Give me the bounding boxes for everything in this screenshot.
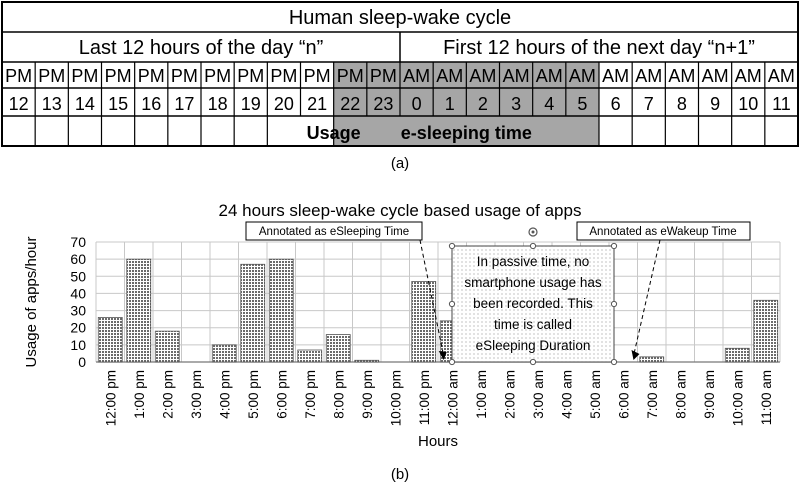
x-tick-label: 7:00 am — [644, 370, 660, 419]
hour-cell: 10 — [738, 94, 759, 114]
passive-note-line: smartphone usage has — [464, 275, 602, 290]
bar — [640, 357, 664, 362]
x-tick-label: 3:00 pm — [188, 370, 204, 419]
x-tick-label: 4:00 am — [559, 370, 575, 419]
chart-title: 24 hours sleep-wake cycle based usage of apps — [218, 201, 582, 220]
period-cell: AM — [767, 66, 795, 86]
y-tick-label: 60 — [70, 251, 86, 268]
selection-handle — [530, 243, 535, 248]
x-tick-label: 5:00 am — [587, 370, 603, 419]
y-tick-label: 0 — [78, 354, 86, 370]
hour-cell: 23 — [373, 94, 394, 114]
bar — [212, 345, 236, 362]
hour-cell: 11 — [772, 94, 791, 114]
selection-handle — [449, 359, 454, 364]
period-cell: PM — [369, 66, 397, 86]
hour-cell: 18 — [207, 94, 228, 114]
x-tick-label: 1:00 am — [473, 370, 489, 419]
usage-bar-chart — [0, 180, 800, 486]
x-tick-label: 8:00 pm — [331, 370, 347, 419]
sleep-wake-cycle-table — [0, 0, 800, 150]
period-cell: AM — [469, 66, 497, 86]
x-tick-label: 9:00 pm — [359, 370, 375, 419]
y-axis-label: Usage of apps/hour — [23, 236, 40, 368]
period-cell: AM — [701, 66, 729, 86]
period-cell: PM — [204, 66, 232, 86]
x-tick-label: 11:00 pm — [416, 370, 432, 426]
period-cell: PM — [104, 66, 132, 86]
x-tick-label: 9:00 am — [701, 370, 717, 419]
x-tick-label: 8:00 am — [673, 370, 689, 419]
hour-cell: 13 — [41, 94, 62, 114]
hour-cell: 2 — [477, 94, 488, 114]
hour-cell: 22 — [340, 94, 361, 114]
hour-cell: 16 — [141, 94, 162, 114]
x-tick-label: 2:00 am — [502, 370, 518, 419]
period-cell: AM — [436, 66, 464, 86]
y-tick-label: 30 — [70, 302, 86, 319]
x-tick-label: 7:00 pm — [302, 370, 318, 419]
period-cell: PM — [71, 66, 99, 86]
period-cell: AM — [668, 66, 696, 86]
period-cell: AM — [403, 66, 431, 86]
hour-cell: 14 — [74, 94, 95, 114]
selection-handle — [449, 243, 454, 248]
hour-cell: 0 — [411, 94, 422, 114]
x-tick-label: 4:00 pm — [217, 370, 233, 419]
ewakeup-annotation-label: Annotated as eWakeup Time — [589, 226, 737, 238]
period-cell: PM — [303, 66, 331, 86]
passive-note-line: time is called — [493, 317, 573, 332]
period-cell: PM — [170, 66, 198, 86]
selection-handle — [611, 359, 616, 364]
bar — [725, 348, 749, 362]
x-tick-label: 6:00 pm — [274, 370, 290, 419]
ewakeup-arrow-head — [632, 350, 640, 360]
x-axis-label: Hours — [417, 433, 459, 450]
period-cell: PM — [137, 66, 165, 86]
rotate-handle-dot — [532, 231, 535, 234]
x-tick-label: 3:00 am — [530, 370, 546, 419]
hour-cell: 1 — [444, 94, 455, 114]
period-cell: AM — [535, 66, 563, 86]
period-cell: AM — [568, 66, 596, 86]
hour-cell: 12 — [8, 94, 29, 114]
bar — [754, 300, 778, 362]
selection-handle — [611, 301, 616, 306]
bar — [412, 281, 436, 362]
y-tick-label: 40 — [70, 285, 86, 302]
selection-handle — [611, 243, 616, 248]
hour-cell: 5 — [577, 94, 588, 114]
sleep-label: e-sleeping time — [400, 123, 532, 143]
period-cell: AM — [635, 66, 663, 86]
bar — [127, 259, 151, 362]
passive-note-line: In passive time, no — [476, 254, 590, 269]
period-cell: PM — [237, 66, 265, 86]
x-tick-label: 10:00 am — [730, 370, 746, 427]
hour-cell: 15 — [108, 94, 129, 114]
x-tick-label: 10:00 pm — [388, 370, 404, 427]
hour-cell: 17 — [174, 94, 195, 114]
figure-b-caption: (b) — [390, 466, 410, 483]
x-tick-label: 12:00 pm — [103, 370, 119, 427]
x-tick-label: 11:00 am — [758, 370, 774, 426]
last-12-hours-header: Last 12 hours of the day “n” — [78, 37, 324, 59]
y-tick-label: 20 — [70, 319, 86, 336]
hour-cell: 3 — [511, 94, 522, 114]
figure-a-caption: (a) — [390, 155, 410, 172]
hour-cell: 19 — [240, 94, 261, 114]
y-tick-label: 50 — [70, 268, 86, 285]
bar — [355, 360, 379, 362]
y-tick-label: 10 — [70, 336, 86, 353]
selection-handle — [449, 301, 454, 306]
hour-cell: 6 — [610, 94, 621, 114]
period-cell: PM — [38, 66, 66, 86]
hour-cell: 21 — [307, 94, 328, 114]
x-tick-label: 5:00 pm — [245, 370, 261, 419]
period-cell: PM — [270, 66, 298, 86]
hour-cell: 7 — [643, 94, 654, 114]
period-cell: AM — [602, 66, 630, 86]
x-tick-label: 6:00 am — [616, 370, 632, 419]
passive-note-line: been recorded. This — [473, 296, 593, 311]
bar — [98, 317, 122, 362]
period-cell: PM — [336, 66, 364, 86]
y-tick-label: 70 — [70, 234, 86, 250]
bar — [326, 335, 350, 362]
bar — [241, 264, 265, 362]
x-tick-label: 12:00 am — [445, 370, 461, 427]
bar — [155, 331, 179, 362]
hour-cell: 4 — [544, 94, 555, 114]
x-tick-label: 1:00 pm — [131, 370, 147, 419]
bar — [269, 259, 293, 362]
table-title: Human sleep-wake cycle — [288, 7, 512, 29]
period-cell: AM — [502, 66, 530, 86]
passive-note-line: eSleeping Duration — [475, 338, 591, 353]
hour-cell: 9 — [710, 94, 721, 114]
usage-label: Usage — [306, 123, 361, 143]
selection-handle — [530, 359, 535, 364]
hour-cell: 8 — [676, 94, 687, 114]
hour-cell: 20 — [273, 94, 294, 114]
bar — [298, 350, 322, 362]
esleeping-annotation-label: Annotated as eSleeping Time — [258, 226, 410, 238]
period-cell: AM — [734, 66, 762, 86]
period-cell: PM — [5, 66, 33, 86]
first-12-hours-header: First 12 hours of the next day “n+1” — [443, 37, 755, 59]
x-tick-label: 2:00 pm — [160, 370, 176, 419]
